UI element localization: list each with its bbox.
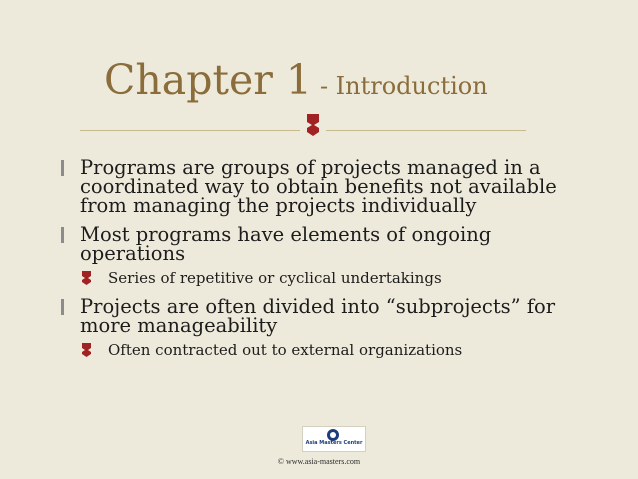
red-ribbon-icon: [306, 114, 320, 136]
title-divider-left: [80, 130, 300, 131]
company-logo: [302, 426, 366, 452]
bullet-text: Programs are groups of projects managed in a coordinated way to obtain benefits not available from managing the projects individually: [80, 156, 557, 217]
bullet-item: [58, 158, 558, 215]
bullet-bar-icon: [60, 160, 66, 176]
sub-bullet-item: [58, 341, 558, 359]
slide-title: [104, 56, 488, 104]
bullet-item: [58, 297, 558, 335]
sub-bullet-text: Series of repetitive or cyclical undertakings: [108, 269, 442, 287]
title-subtitle: - Introduction: [319, 72, 488, 100]
red-ribbon-icon: [82, 271, 91, 285]
bullet-text: Most programs have elements of ongoing operations: [80, 223, 492, 265]
bullet-bar-icon: [60, 299, 66, 315]
bullet-list: [58, 158, 558, 369]
bullet-text: Projects are often divided into “subprojects” for more manageability: [80, 295, 556, 337]
logo-text: Asia Masters Center: [305, 440, 363, 446]
sub-bullet-item: [58, 269, 558, 287]
sub-bullet-text: Often contracted out to external organizations: [108, 341, 463, 359]
title-divider-right: [326, 130, 526, 131]
red-ribbon-icon: [82, 343, 91, 357]
footer-copyright: © www.asia-masters.com: [277, 457, 361, 466]
bullet-item: [58, 225, 558, 263]
bullet-bar-icon: [60, 227, 66, 243]
title-main: Chapter 1: [104, 56, 312, 104]
